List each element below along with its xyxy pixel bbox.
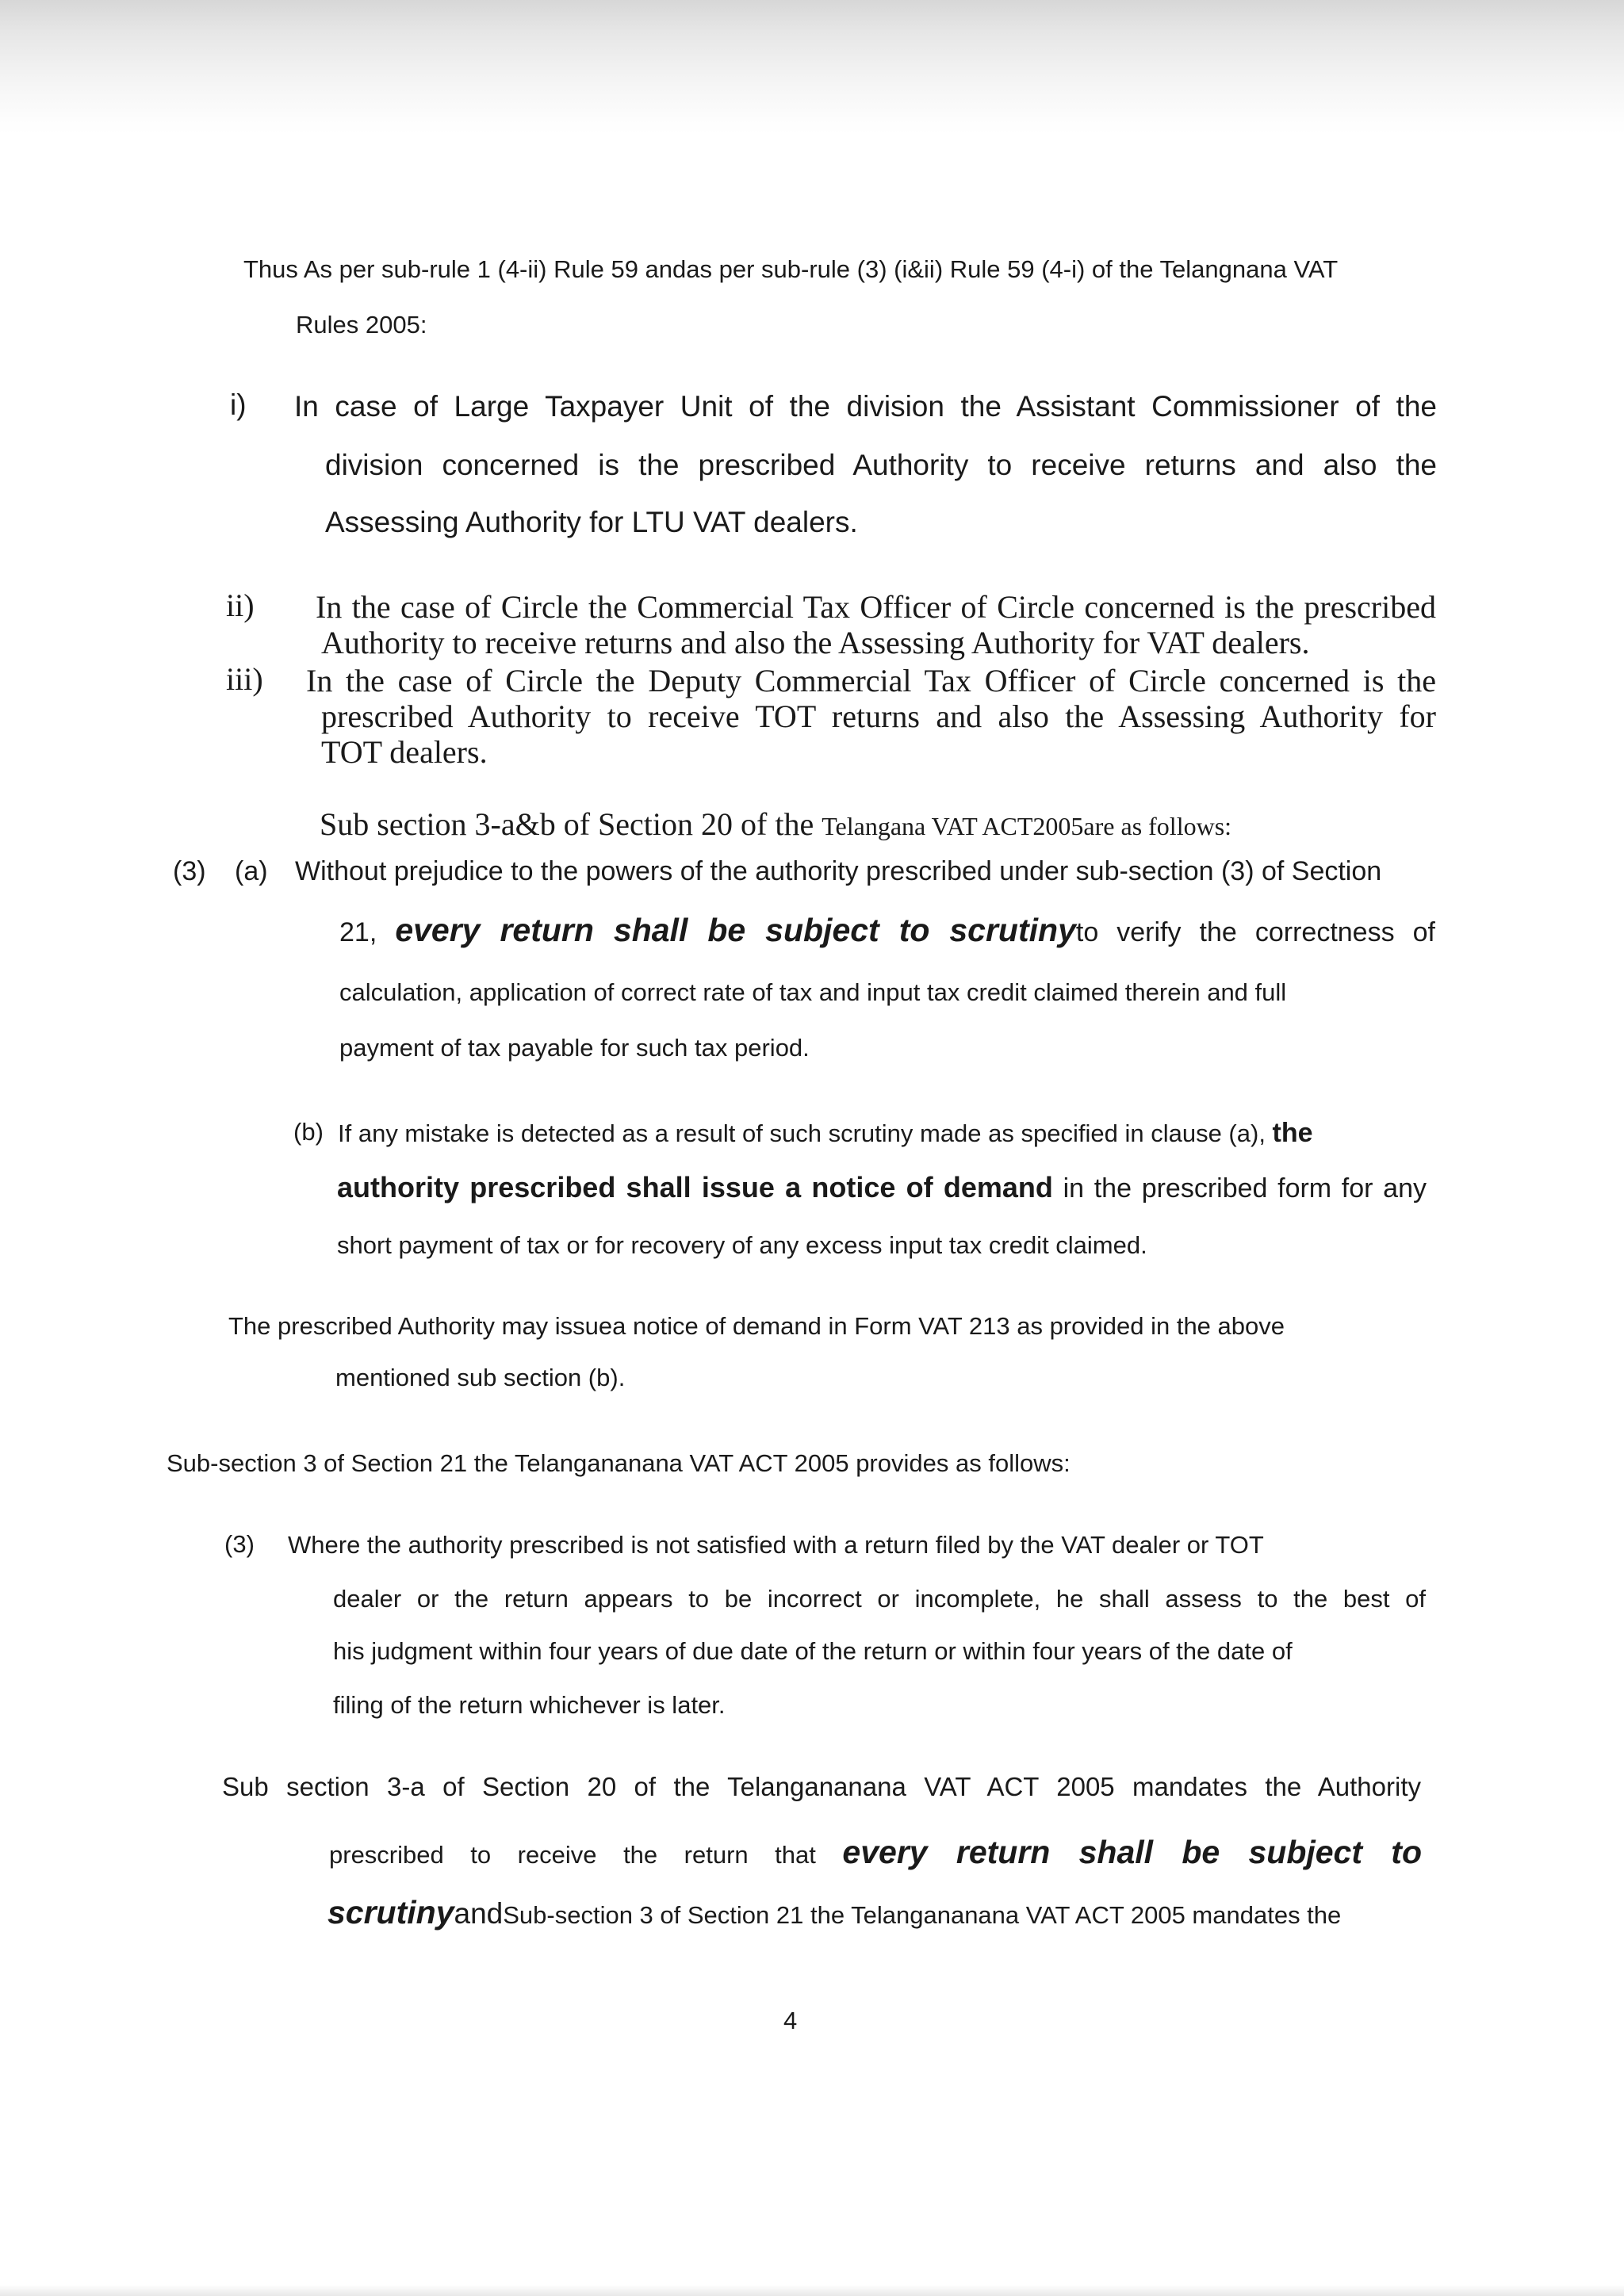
- clause-a-line-2-prefix: 21,: [339, 917, 396, 947]
- section-21-clause-line-1: Where the authority prescribed is not satisfied with a return filed by the VAT dealer or TOT: [288, 1531, 1264, 1559]
- section-21-heading: Sub-section 3 of Section 21 the Telangananana VAT ACT 2005 provides as follows:: [167, 1449, 1071, 1477]
- section-21-clause-line-3: his judgment within four years of due date of the return or within four years of the date of: [333, 1637, 1293, 1665]
- notice-of-demand-emphasis: authority prescribed shall issue a notice of demand: [337, 1171, 1053, 1203]
- clause-letter-b: (b): [293, 1118, 324, 1146]
- clause-number: (3): [173, 856, 206, 886]
- clause-a-line-2-suffix: to verify the correctness of: [1075, 917, 1435, 947]
- rule-iii-line-3: TOT dealers.: [321, 734, 488, 770]
- closing-line-3: [327, 1894, 1341, 1931]
- intro-line-1: Thus As per sub-rule 1 (4-ii) Rule 59 andas per sub-rule (3) (i&ii) Rule 59 (4-i) of the Telangnana VAT: [243, 255, 1339, 283]
- closing-line-3-suffix: Sub-section 3 of Section 21 the Telangananana VAT ACT 2005 mandates the: [503, 1901, 1342, 1929]
- clause-letter-a: (a): [235, 856, 268, 886]
- page-number: 4: [783, 2007, 798, 2034]
- clause-a-line-3: calculation, application of correct rate of tax and input tax credit claimed therein and full: [339, 978, 1287, 1006]
- prescribed-note-line-2: mentioned sub section (b).: [335, 1364, 626, 1391]
- clause-b-line-1-bold: the: [1272, 1118, 1313, 1148]
- scrutiny-emphasis: every return shall be subject to scrutiny: [395, 912, 1076, 948]
- intro-line-2: Rules 2005:: [296, 311, 427, 339]
- section-20-heading: [320, 806, 1231, 843]
- closing-scrutiny-word: scrutiny: [327, 1894, 454, 1931]
- clause-a-line-1: Without prejudice to the powers of the authority prescribed under sub-section (3) of Section: [295, 856, 1382, 886]
- rule-ii-line-1: In the case of Circle the Commercial Tax Officer of Circle concerned is the prescribed: [316, 589, 1436, 625]
- clause-b-line-1-text: If any mistake is detected as a result of such scrutiny made as specified in clause (a),: [338, 1119, 1273, 1147]
- clause-a-line-2: [339, 908, 1435, 955]
- closing-line-2: [329, 1831, 1422, 1876]
- section-21-clause-number: (3): [224, 1530, 255, 1558]
- rule-i-line-3: Assessing Authority for LTU VAT dealers.: [325, 506, 858, 538]
- prescribed-note-line-1: The prescribed Authority may issuea notice of demand in Form VAT 213 as provided in the above: [228, 1312, 1285, 1340]
- list-marker-ii: ii): [226, 587, 255, 623]
- section-20-heading-part-2: Telangana VAT ACT2005are as follows:: [822, 812, 1232, 840]
- clause-a-line-4: payment of tax payable for such tax period.: [339, 1034, 810, 1062]
- section-20-heading-part-1: Sub section 3-a&b of Section 20 of the: [320, 806, 822, 842]
- closing-line-1: Sub section 3-a of Section 20 of the Telangananana VAT ACT 2005 mandates the Authority: [222, 1772, 1421, 1801]
- closing-scrutiny-emphasis: every return shall be subject to: [842, 1834, 1423, 1870]
- scan-shadow-top: [0, 0, 1624, 135]
- closing-line-2-prefix: prescribed to receive the return that: [329, 1841, 843, 1869]
- list-marker-i: i): [230, 388, 247, 421]
- rule-iii-line-1: In the case of Circle the Deputy Commercial Tax Officer of Circle concerned is the: [306, 663, 1436, 698]
- rule-i-line-2: division concerned is the prescribed Authority to receive returns and also the: [325, 449, 1437, 481]
- rule-i-line-1: In case of Large Taxpayer Unit of the division the Assistant Commissioner of the: [294, 390, 1437, 423]
- clause-b-line-1: [338, 1118, 1313, 1149]
- section-21-clause-line-2: dealer or the return appears to be incorrect or incomplete, he shall assess to the best of: [333, 1585, 1426, 1613]
- list-marker-iii: iii): [226, 661, 263, 697]
- scan-shadow-bottom: [0, 2285, 1624, 2296]
- clause-b-line-2-text: in the prescribed form for any: [1052, 1173, 1427, 1203]
- closing-and-word: and: [454, 1897, 504, 1930]
- section-21-clause-line-4: filing of the return whichever is later.: [333, 1691, 726, 1719]
- clause-b-line-3: short payment of tax or for recovery of any excess input tax credit claimed.: [337, 1231, 1147, 1259]
- rule-ii-line-2: Authority to receive returns and also the Assessing Authority for VAT dealers.: [321, 625, 1310, 660]
- rule-iii-line-2: prescribed Authority to receive TOT returns and also the Assessing Authority for: [321, 698, 1436, 734]
- clause-b-line-2: [337, 1171, 1427, 1204]
